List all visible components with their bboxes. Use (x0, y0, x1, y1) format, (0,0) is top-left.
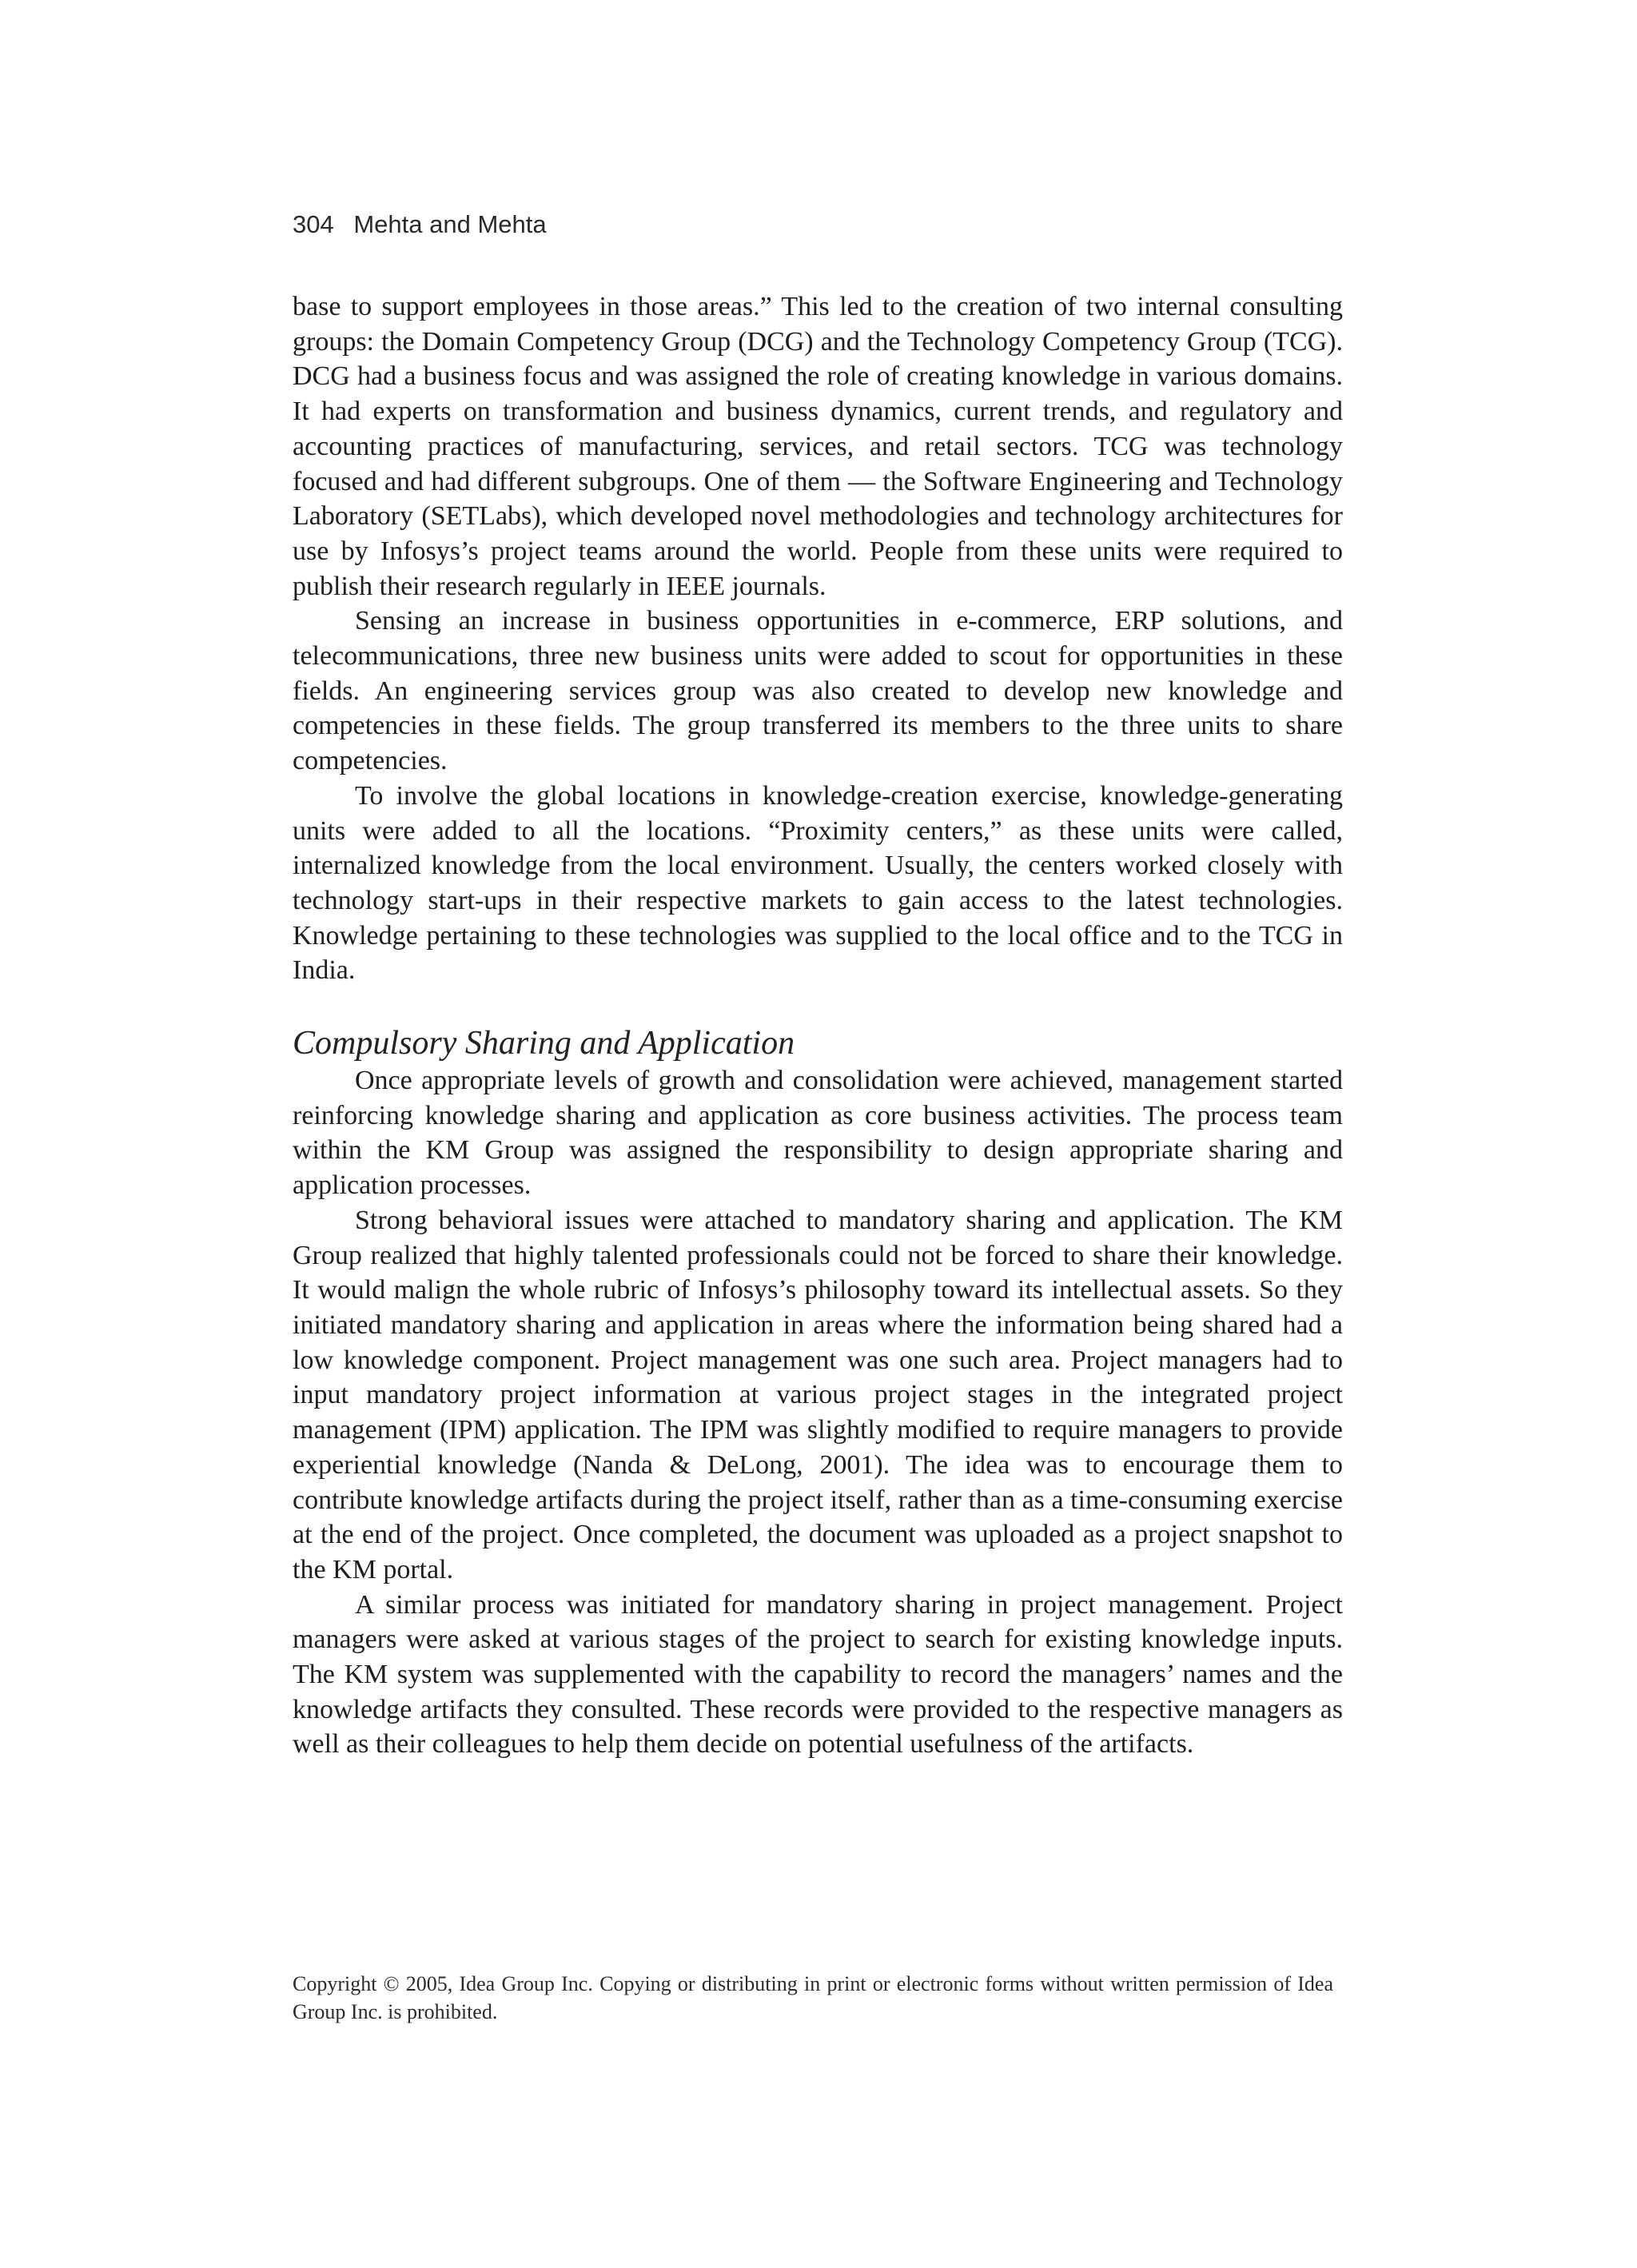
page-number: 304 (293, 210, 334, 238)
running-head (293, 209, 547, 241)
body-text (293, 289, 1343, 1762)
running-head-authors: Mehta and Mehta (353, 210, 547, 238)
paragraph: Sensing an increase in business opportunities in e-commerce, ERP solutions, and telecommunications, three new business units were added to scout for opportunities in these fields. An engineering services group was also created to develop new knowledge and competencies in these fields. The group transferred its members to the three units to share competencies. (293, 606, 1343, 776)
section-heading: Compulsory Sharing and Application (293, 1025, 795, 1062)
paragraph: Strong behavioral issues were attached to mandatory sharing and application. The KM Group realized that highly talented professionals could not be forced to share their knowledge. It would malign the whole rubric of Infosys’s philosophy toward its intellectual assets. So they initiated mandatory sharing and application in areas where the information being shared had a low knowledge component. Project management was one such area. Project managers had to input mandatory project information at various project stages in the integrated project management (IPM) application. The IPM was slightly modified to require managers to provide experiential knowledge (Nanda & DeLong, 2001). The idea was to encourage them to contribute knowledge artifacts during the project itself, rather than as a time-consuming exercise at the end of the project. Once completed, the document was uploaded as a project snapshot to the KM portal. (293, 1205, 1343, 1584)
paragraph: To involve the global locations in knowledge-creation exercise, knowledge-generating units were added to all the locations. “Proximity centers,” as these units were called, internalized knowledge from the local environment. Usually, the centers worked closely with technology start-ups in their respective markets to gain access to the latest technologies. Knowledge pertaining to these technologies was supplied to the local office and to the TCG in India. (293, 780, 1343, 986)
paragraph-continued: base to support employees in those areas.” This led to the creation of two internal consulting groups: the Domain Competency Group (DCG) and the Technology Competency Group (TCG). DCG had a business focus and was assigned the role of creating knowledge in various domains. It had experts on transformation and business dynamics, current trends, and regulatory and accounting practices of manufacturing, services, and retail sectors. TCG was technology focused and had different subgroups. One of them — the Software Engineering and Technology Laboratory (SETLabs), which developed novel methodologies and technology architectures for use by Infosys’s project teams around the world. People from these units were required to publish their research regularly in IEEE journals. (293, 292, 1343, 601)
paragraph: Once appropriate levels of growth and consolidation were achieved, management started reinforcing knowledge sharing and application as core business activities. The process team within the KM Group was assigned the responsibility to design appropriate sharing and application processes. (293, 1066, 1343, 1201)
copyright-notice: Copyright © 2005, Idea Group Inc. Copying or distributing in print or electronic forms without written permission of Idea Group Inc. is prohibited. (293, 1972, 1333, 2023)
paragraph: A similar process was initiated for mandatory sharing in project management. Project managers were asked at various stages of the project to search for existing knowledge inputs. The KM system was supplemented with the capability to record the managers’ names and the knowledge artifacts they consulted. These records were provided to the respective managers as well as their colleagues to help them decide on potential usefulness of the artifacts. (293, 1589, 1343, 1760)
